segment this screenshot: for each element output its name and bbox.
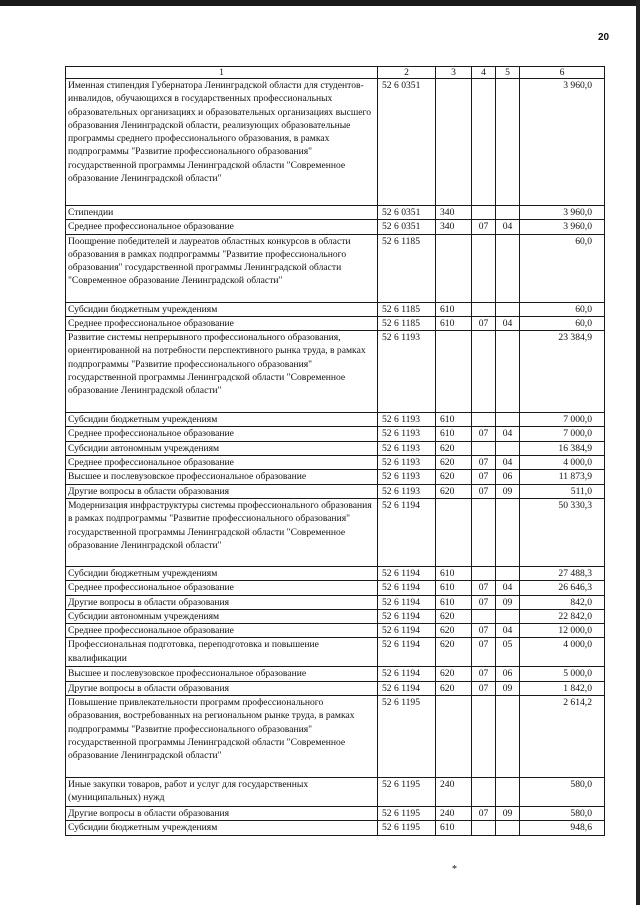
cell-sum: 2 614,2 bbox=[520, 696, 605, 778]
cell-kvr: 610 bbox=[436, 316, 472, 330]
cell-kvr: 620 bbox=[436, 456, 472, 470]
table-row bbox=[66, 566, 605, 580]
cell-kvr: 620 bbox=[436, 681, 472, 695]
cell-kvr: 620 bbox=[436, 441, 472, 455]
cell-code: 52 6 1194 bbox=[378, 667, 436, 681]
cell-code: 52 6 1194 bbox=[378, 638, 436, 667]
cell-pr: 06 bbox=[496, 667, 520, 681]
cell-rz bbox=[472, 413, 496, 427]
cell-name: Модернизация инфраструктуры системы профессионального образования в рамках подпрограммы "Развитие профессионального образования" государственной программы Ленинградской области "Современное образование Ленинградской области" bbox=[66, 498, 378, 566]
cell-sum: 50 330,3 bbox=[520, 498, 605, 566]
cell-rz: 07 bbox=[472, 470, 496, 484]
cell-pr bbox=[496, 441, 520, 455]
table-row bbox=[66, 667, 605, 681]
cell-code: 52 6 1195 bbox=[378, 696, 436, 778]
cell-pr bbox=[496, 234, 520, 302]
cell-rz bbox=[472, 566, 496, 580]
cell-code: 52 6 1194 bbox=[378, 609, 436, 623]
cell-code: 52 6 1185 bbox=[378, 234, 436, 302]
cell-name: Другие вопросы в области образования bbox=[66, 807, 378, 821]
cell-code: 52 6 1195 bbox=[378, 778, 436, 807]
cell-code: 52 6 1193 bbox=[378, 427, 436, 441]
table-row bbox=[66, 470, 605, 484]
cell-name: Среднее профессиональное образование bbox=[66, 456, 378, 470]
cell-code: 52 6 1194 bbox=[378, 498, 436, 566]
cell-kvr: 340 bbox=[436, 206, 472, 220]
cell-kvr: 240 bbox=[436, 778, 472, 807]
cell-sum: 27 488,3 bbox=[520, 566, 605, 580]
cell-sum: 842,0 bbox=[520, 595, 605, 609]
cell-rz: 07 bbox=[472, 220, 496, 234]
cell-name: Субсидии бюджетным учреждениям bbox=[66, 302, 378, 316]
cell-pr: 04 bbox=[496, 220, 520, 234]
cell-sum: 3 960,0 bbox=[520, 206, 605, 220]
cell-code: 52 6 1194 bbox=[378, 624, 436, 638]
cell-sum: 23 384,9 bbox=[520, 331, 605, 413]
cell-name: Среднее профессиональное образование bbox=[66, 581, 378, 595]
cell-name: Среднее профессиональное образование bbox=[66, 624, 378, 638]
table-row bbox=[66, 413, 605, 427]
footnote-mark: * bbox=[452, 864, 457, 875]
cell-kvr: 240 bbox=[436, 807, 472, 821]
cell-name: Среднее профессиональное образование bbox=[66, 427, 378, 441]
cell-rz: 07 bbox=[472, 581, 496, 595]
cell-kvr: 610 bbox=[436, 566, 472, 580]
table-row bbox=[66, 595, 605, 609]
cell-sum: 60,0 bbox=[520, 316, 605, 330]
header-cell: 1 bbox=[66, 67, 378, 79]
cell-code: 52 6 1193 bbox=[378, 456, 436, 470]
cell-rz bbox=[472, 234, 496, 302]
table-row bbox=[66, 498, 605, 566]
table-row bbox=[66, 331, 605, 413]
cell-code: 52 6 1195 bbox=[378, 807, 436, 821]
cell-code: 52 6 1185 bbox=[378, 316, 436, 330]
cell-name: Именная стипендия Губернатора Ленинградской области для студентов-инвалидов, обучающихся в государственных профессиональных образовательных организациях и образовательных организациях высшего образования Ленинградской области, реализующих образовательные программы среднего профессионального образования, в рамках подпрограммы "Развитие профессионального образования" государственной программы Ленинградской области "Современное образование Ленинградской области" bbox=[66, 79, 378, 206]
table-row bbox=[66, 456, 605, 470]
cell-name: Субсидии бюджетным учреждениям bbox=[66, 566, 378, 580]
header-cell: 3 bbox=[436, 67, 472, 79]
cell-pr bbox=[496, 778, 520, 807]
cell-sum: 26 646,3 bbox=[520, 581, 605, 595]
cell-pr bbox=[496, 206, 520, 220]
cell-sum: 4 000,0 bbox=[520, 456, 605, 470]
cell-kvr bbox=[436, 79, 472, 206]
cell-kvr: 610 bbox=[436, 427, 472, 441]
table-row bbox=[66, 316, 605, 330]
table-row bbox=[66, 581, 605, 595]
cell-code: 52 6 1195 bbox=[378, 821, 436, 835]
cell-name: Другие вопросы в области образования bbox=[66, 595, 378, 609]
cell-rz bbox=[472, 778, 496, 807]
cell-code: 52 6 0351 bbox=[378, 220, 436, 234]
right-border bbox=[636, 0, 640, 905]
header-cell: 6 bbox=[520, 67, 605, 79]
cell-pr: 04 bbox=[496, 316, 520, 330]
cell-name: Субсидии бюджетным учреждениям bbox=[66, 413, 378, 427]
table-row bbox=[66, 302, 605, 316]
cell-rz bbox=[472, 609, 496, 623]
header-row bbox=[66, 67, 605, 79]
cell-code: 52 6 1194 bbox=[378, 595, 436, 609]
cell-pr: 09 bbox=[496, 595, 520, 609]
cell-kvr: 610 bbox=[436, 302, 472, 316]
cell-kvr: 620 bbox=[436, 470, 472, 484]
cell-pr: 04 bbox=[496, 427, 520, 441]
cell-sum: 5 000,0 bbox=[520, 667, 605, 681]
cell-rz: 07 bbox=[472, 807, 496, 821]
cell-sum: 1 842,0 bbox=[520, 681, 605, 695]
cell-pr bbox=[496, 821, 520, 835]
cell-pr: 04 bbox=[496, 581, 520, 595]
cell-kvr: 620 bbox=[436, 484, 472, 498]
cell-name: Субсидии автономным учреждениям bbox=[66, 609, 378, 623]
cell-pr: 05 bbox=[496, 638, 520, 667]
cell-kvr bbox=[436, 331, 472, 413]
cell-name: Субсидии автономным учреждениям bbox=[66, 441, 378, 455]
cell-kvr bbox=[436, 498, 472, 566]
cell-rz: 07 bbox=[472, 484, 496, 498]
cell-rz: 07 bbox=[472, 624, 496, 638]
cell-name: Другие вопросы в области образования bbox=[66, 681, 378, 695]
cell-name: Поощрение победителей и лауреатов областных конкурсов в области образования в рамках подпрограммы "Развитие профессионального образования" государственной программы Ленинградской области "Современное образование Ленинградской области" bbox=[66, 234, 378, 302]
cell-sum: 580,0 bbox=[520, 807, 605, 821]
table-row bbox=[66, 206, 605, 220]
table-row bbox=[66, 624, 605, 638]
cell-name: Повышение привлекательности программ профессионального образования, востребованных на региональном рынке труда, в рамках подпрограммы "Развитие профессионального образования" государственной программы Ленинградской области "Современное образование Ленинградской области" bbox=[66, 696, 378, 778]
table-row bbox=[66, 79, 605, 206]
header-cell: 5 bbox=[496, 67, 520, 79]
cell-code: 52 6 1193 bbox=[378, 484, 436, 498]
cell-sum: 7 000,0 bbox=[520, 427, 605, 441]
cell-code: 52 6 1185 bbox=[378, 302, 436, 316]
cell-rz bbox=[472, 498, 496, 566]
cell-kvr: 610 bbox=[436, 821, 472, 835]
header-cell: 2 bbox=[378, 67, 436, 79]
cell-sum: 11 873,9 bbox=[520, 470, 605, 484]
cell-rz bbox=[472, 441, 496, 455]
cell-kvr: 610 bbox=[436, 595, 472, 609]
table-row bbox=[66, 609, 605, 623]
cell-sum: 3 960,0 bbox=[520, 220, 605, 234]
cell-pr bbox=[496, 331, 520, 413]
cell-sum: 12 000,0 bbox=[520, 624, 605, 638]
cell-kvr: 610 bbox=[436, 413, 472, 427]
table-row bbox=[66, 220, 605, 234]
table-row bbox=[66, 234, 605, 302]
cell-code: 52 6 1193 bbox=[378, 470, 436, 484]
page-number: 20 bbox=[598, 32, 610, 43]
cell-kvr: 620 bbox=[436, 667, 472, 681]
cell-name: Иные закупки товаров, работ и услуг для государственных (муниципальных) нужд bbox=[66, 778, 378, 807]
cell-rz: 07 bbox=[472, 681, 496, 695]
cell-rz bbox=[472, 696, 496, 778]
cell-rz: 07 bbox=[472, 316, 496, 330]
cell-name: Высшее и послевузовское профессиональное образование bbox=[66, 470, 378, 484]
cell-kvr: 620 bbox=[436, 609, 472, 623]
cell-name: Развитие системы непрерывного профессионального образования, ориентированной на потребности перспективного рынка труда, в рамках подпрограммы "Развитие профессионального образования" государственной программы Ленинградской области "Современное образование Ленинградской области" bbox=[66, 331, 378, 413]
cell-pr: 09 bbox=[496, 681, 520, 695]
cell-code: 52 6 1194 bbox=[378, 681, 436, 695]
cell-pr bbox=[496, 696, 520, 778]
cell-pr bbox=[496, 302, 520, 316]
cell-rz: 07 bbox=[472, 456, 496, 470]
cell-rz bbox=[472, 821, 496, 835]
cell-rz: 07 bbox=[472, 667, 496, 681]
cell-code: 52 6 0351 bbox=[378, 206, 436, 220]
table-row bbox=[66, 807, 605, 821]
cell-code: 52 6 1193 bbox=[378, 331, 436, 413]
cell-name: Среднее профессиональное образование bbox=[66, 316, 378, 330]
cell-rz bbox=[472, 302, 496, 316]
cell-pr: 09 bbox=[496, 807, 520, 821]
top-border bbox=[0, 0, 640, 6]
cell-rz bbox=[472, 79, 496, 206]
cell-kvr: 620 bbox=[436, 624, 472, 638]
cell-rz bbox=[472, 206, 496, 220]
cell-code: 52 6 1194 bbox=[378, 566, 436, 580]
table-row bbox=[66, 484, 605, 498]
cell-kvr: 340 bbox=[436, 220, 472, 234]
cell-rz bbox=[472, 331, 496, 413]
cell-pr bbox=[496, 609, 520, 623]
cell-kvr: 620 bbox=[436, 638, 472, 667]
cell-rz: 07 bbox=[472, 427, 496, 441]
cell-pr bbox=[496, 413, 520, 427]
cell-code: 52 6 1193 bbox=[378, 413, 436, 427]
cell-sum: 4 000,0 bbox=[520, 638, 605, 667]
cell-code: 52 6 0351 bbox=[378, 79, 436, 206]
table-row bbox=[66, 821, 605, 835]
cell-name: Стипендии bbox=[66, 206, 378, 220]
cell-code: 52 6 1194 bbox=[378, 581, 436, 595]
cell-pr: 06 bbox=[496, 470, 520, 484]
cell-code: 52 6 1193 bbox=[378, 441, 436, 455]
cell-sum: 7 000,0 bbox=[520, 413, 605, 427]
cell-pr: 04 bbox=[496, 456, 520, 470]
cell-sum: 580,0 bbox=[520, 778, 605, 807]
cell-kvr bbox=[436, 234, 472, 302]
cell-name: Среднее профессиональное образование bbox=[66, 220, 378, 234]
cell-kvr: 610 bbox=[436, 581, 472, 595]
table-row bbox=[66, 638, 605, 667]
table-row bbox=[66, 681, 605, 695]
cell-sum: 60,0 bbox=[520, 302, 605, 316]
table-row bbox=[66, 441, 605, 455]
table-row bbox=[66, 696, 605, 778]
cell-sum: 948,6 bbox=[520, 821, 605, 835]
cell-sum: 3 960,0 bbox=[520, 79, 605, 206]
cell-kvr bbox=[436, 696, 472, 778]
cell-sum: 16 384,9 bbox=[520, 441, 605, 455]
cell-name: Другие вопросы в области образования bbox=[66, 484, 378, 498]
table-row bbox=[66, 427, 605, 441]
cell-sum: 511,0 bbox=[520, 484, 605, 498]
cell-name: Высшее и послевузовское профессиональное образование bbox=[66, 667, 378, 681]
cell-rz: 07 bbox=[472, 595, 496, 609]
cell-name: Профессиональная подготовка, переподготовка и повышение квалификации bbox=[66, 638, 378, 667]
cell-sum: 60,0 bbox=[520, 234, 605, 302]
cell-pr bbox=[496, 498, 520, 566]
cell-pr bbox=[496, 79, 520, 206]
cell-rz: 07 bbox=[472, 638, 496, 667]
budget-table bbox=[65, 66, 605, 836]
cell-pr bbox=[496, 566, 520, 580]
cell-name: Субсидии бюджетным учреждениям bbox=[66, 821, 378, 835]
header-cell: 4 bbox=[472, 67, 496, 79]
table-row bbox=[66, 778, 605, 807]
cell-sum: 22 842,0 bbox=[520, 609, 605, 623]
cell-pr: 09 bbox=[496, 484, 520, 498]
cell-pr: 04 bbox=[496, 624, 520, 638]
